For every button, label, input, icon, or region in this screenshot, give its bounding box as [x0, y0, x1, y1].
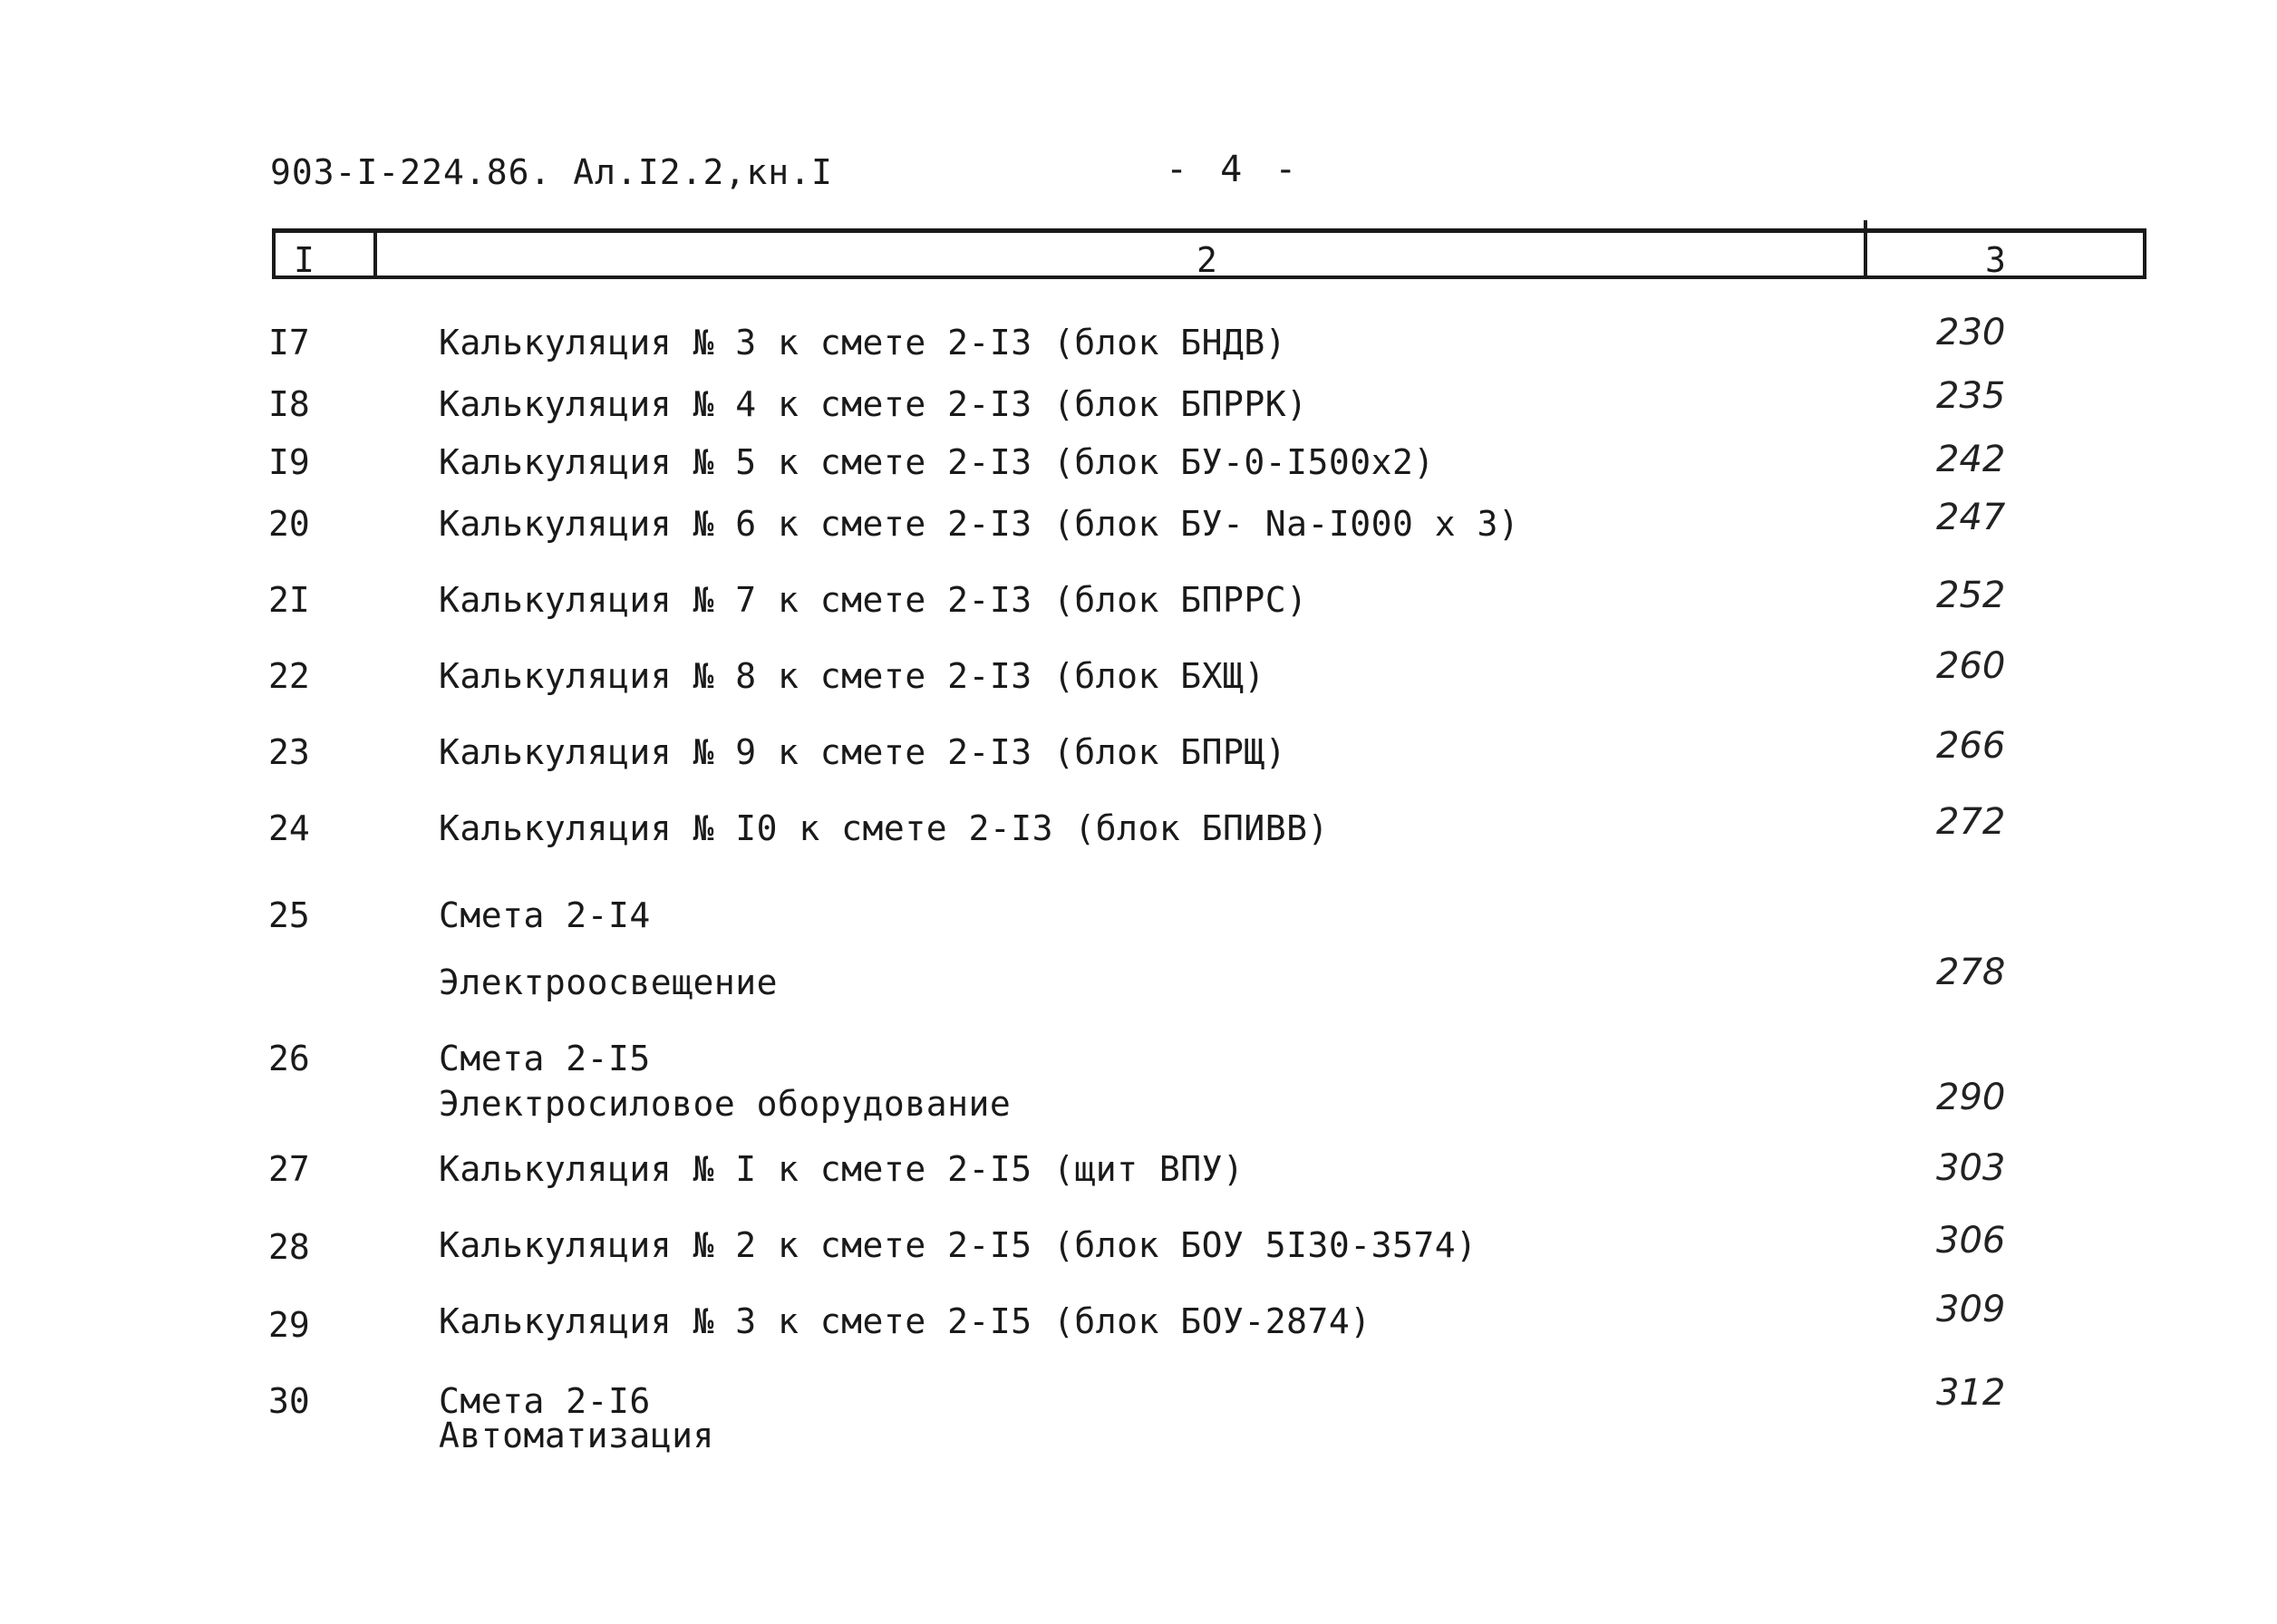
document-code: 903-I-224.86. Ал.I2.2,кн.I [270, 152, 833, 192]
row-number: 29 [268, 1305, 310, 1345]
row-number: 23 [268, 732, 310, 772]
row-title: Калькуляция № 4 к смете 2-I3 (блок БПРРК) [439, 384, 1308, 424]
row-number: 26 [268, 1039, 310, 1078]
row-title: Смета 2-I4 [439, 895, 651, 935]
row-title: Калькуляция № 7 к смете 2-I3 (блок БПРРС) [439, 580, 1308, 620]
table-header [272, 228, 2146, 279]
row-page: 242 [1936, 439, 2006, 480]
row-subtitle: Автоматизация [439, 1416, 714, 1455]
row-title: Калькуляция № I к смете 2-I5 (щит ВПУ) [439, 1149, 1245, 1189]
row-subtitle: Электросиловое оборудование [439, 1084, 1012, 1124]
row-number: 2I [268, 580, 310, 620]
row-number: I7 [268, 323, 310, 362]
row-number: 27 [268, 1149, 310, 1189]
row-page: 260 [1936, 645, 2006, 687]
column-header-3: 3 [1985, 240, 2006, 280]
row-number: 22 [268, 656, 310, 696]
row-page: 266 [1936, 725, 2006, 767]
row-number: 20 [268, 504, 310, 544]
row-title: Калькуляция № 9 к смете 2-I3 (блок БПРЩ) [439, 732, 1287, 772]
row-title: Смета 2-I5 [439, 1039, 651, 1078]
row-title: Калькуляция № 6 к смете 2-I3 (блок БУ- Na-I000 х 3) [439, 504, 1520, 544]
page-dash-left: - [1166, 149, 1190, 190]
row-number: 28 [268, 1227, 310, 1267]
row-number: 25 [268, 895, 310, 935]
row-page: 247 [1936, 497, 2006, 538]
row-page: 312 [1936, 1372, 2006, 1414]
column-header-1: I [294, 240, 315, 280]
row-number: 24 [268, 808, 310, 848]
row-title: Калькуляция № 3 к смете 2-I3 (блок БНДВ) [439, 323, 1287, 362]
row-title: Калькуляция № 2 к смете 2-I5 (блок БОУ 5I30-3574) [439, 1225, 1478, 1265]
column-header-2: 2 [1197, 240, 1217, 280]
column-divider [1864, 220, 1867, 279]
row-page: 309 [1936, 1289, 2006, 1330]
page-number: 4 [1220, 149, 1245, 190]
row-title: Калькуляция № I0 к смете 2-I3 (блок БПИВВ) [439, 808, 1329, 848]
row-page: 278 [1936, 952, 2006, 993]
row-page: 306 [1936, 1220, 2006, 1262]
row-number: 30 [268, 1381, 310, 1421]
page-number-line [1135, 149, 1329, 190]
row-number: I9 [268, 442, 310, 482]
row-title: Калькуляция № 8 к смете 2-I3 (блок БХЩ) [439, 656, 1265, 696]
column-divider [373, 229, 377, 279]
row-number: I8 [268, 384, 310, 424]
row-page: 290 [1936, 1077, 2006, 1118]
row-title: Смета 2-I6 [439, 1381, 651, 1421]
row-page: 252 [1936, 575, 2006, 616]
row-page: 303 [1936, 1147, 2006, 1189]
row-subtitle: Электроосвещение [439, 962, 779, 1002]
page-dash-right: - [1274, 149, 1299, 190]
row-page: 272 [1936, 801, 2006, 843]
row-page: 235 [1936, 375, 2006, 417]
row-title: Калькуляция № 5 к смете 2-I3 (блок БУ-0-I500х2) [439, 442, 1435, 482]
row-title: Калькуляция № 3 к смете 2-I5 (блок БОУ-2874) [439, 1301, 1371, 1341]
row-page: 230 [1936, 312, 2006, 353]
